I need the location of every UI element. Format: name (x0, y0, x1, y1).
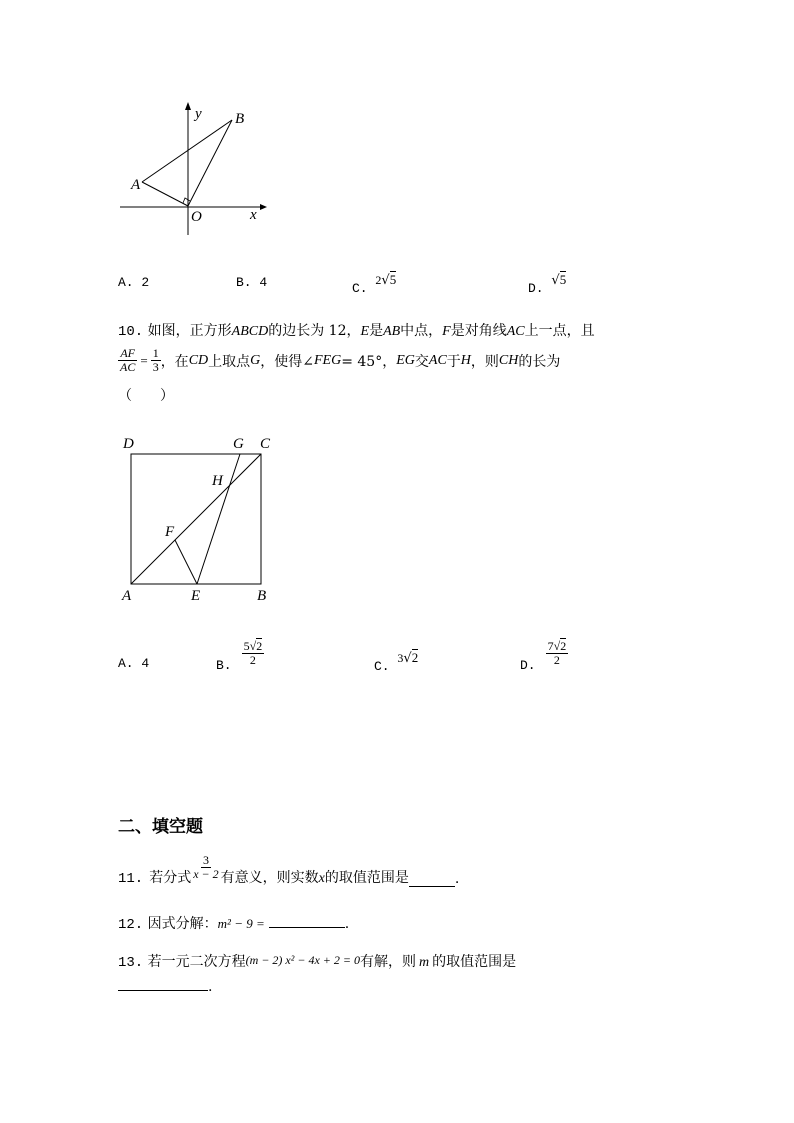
fraction-one-third (151, 347, 161, 374)
segment-AB (142, 120, 232, 182)
q10-line-2 (118, 347, 560, 374)
text: 如图，正方形 (147, 323, 232, 339)
label-H: H (212, 473, 223, 489)
q9-option-c[interactable] (352, 272, 397, 296)
numerator (546, 640, 569, 654)
var-AC: AC (506, 324, 525, 339)
expression: m² − 9 = (217, 916, 265, 931)
text: 是 (369, 323, 384, 339)
question-number: 10. (118, 324, 144, 340)
figure-square-ABCD (115, 430, 285, 610)
text: 若一元二次方程 (147, 954, 246, 970)
text: ，则 (470, 353, 499, 370)
radicand: 5 (389, 272, 397, 287)
numerator (242, 640, 265, 654)
q10-option-b[interactable] (216, 639, 264, 674)
text: . (454, 871, 460, 888)
text: 是对角线 (450, 323, 507, 339)
coef: 3 (397, 651, 404, 665)
q9-option-d[interactable] (528, 272, 567, 296)
label-F: F (165, 524, 175, 540)
q13-line-1 (118, 951, 516, 971)
text: 中点， (400, 323, 443, 339)
option-label: C. (352, 281, 368, 296)
label-E: E (191, 588, 201, 604)
text: . (344, 916, 350, 932)
var-CH: CH (498, 352, 519, 368)
label-A: A (122, 588, 132, 604)
q11 (118, 853, 460, 888)
var-x: x (318, 871, 325, 887)
numerator: 1 (152, 346, 159, 360)
numerator: 3 (202, 853, 209, 867)
label-y: y (195, 106, 202, 122)
question-number: 13. (118, 955, 144, 971)
denominator: x − 2 (193, 867, 219, 882)
text: 于 (446, 353, 461, 370)
equals: = (140, 352, 148, 368)
q10-answer-paren: （ ） (118, 388, 174, 404)
fraction-AF-AC (118, 347, 137, 374)
q10-option-a[interactable] (118, 656, 149, 671)
q10-option-c[interactable] (374, 650, 419, 674)
var-FEG: FEG (314, 352, 342, 368)
text: 的取值范围是 (324, 870, 409, 887)
coef: 2 (375, 273, 382, 287)
denominator: 3 (152, 360, 159, 375)
option-value: 4 (141, 656, 150, 671)
segment-AO (142, 182, 188, 206)
numerator: AF (120, 346, 135, 360)
text: 的取值范围是 (432, 954, 517, 970)
section-title-fill-in: 二、填空题 (118, 817, 203, 837)
denominator: 2 (553, 653, 560, 668)
fraction-3-over-x-minus-2 (191, 854, 220, 881)
text: 上一点，且 (524, 323, 595, 339)
option-label: D. (528, 281, 544, 296)
option-value: 2 (141, 275, 150, 290)
q9-option-a[interactable] (118, 275, 149, 290)
answer-blank[interactable] (269, 913, 345, 928)
text: 的长为 (518, 353, 561, 370)
text: 有解，则 (359, 954, 416, 970)
q13-line-2 (118, 976, 212, 995)
option-label: D. (520, 658, 536, 674)
var-H: H (460, 352, 471, 368)
label-D: D (123, 436, 134, 452)
question-number: 11. (118, 871, 144, 888)
sqrt-sign: √ (551, 273, 560, 288)
q10-option-d[interactable] (520, 639, 568, 674)
answer-blank[interactable] (118, 976, 208, 991)
var-E: E (360, 324, 370, 339)
segment-OB (188, 120, 232, 206)
label-C: C (260, 436, 271, 452)
q12 (118, 913, 349, 933)
text: 有意义，则实数 (220, 870, 319, 887)
radicand: 2 (411, 650, 419, 665)
fraction-5sqrt2-over-2 (242, 640, 265, 667)
label-B: B (257, 588, 267, 604)
text: = 45°， (341, 353, 397, 370)
var-CD: CD (188, 352, 209, 368)
segment-FE (175, 540, 197, 584)
coef: 7 (547, 639, 554, 653)
option-label: B. (236, 275, 252, 290)
radicand: 2 (560, 639, 567, 653)
question-number: 12. (118, 917, 144, 933)
radicand: 2 (256, 639, 263, 653)
text: 若分式 (149, 870, 192, 887)
sqrt-sign: √ (403, 651, 412, 666)
diagonal-AC (131, 454, 261, 584)
text: ，使得∠ (260, 353, 314, 370)
var-F: F (442, 324, 451, 339)
var-G: G (250, 352, 261, 368)
q10-line-1 (118, 320, 595, 340)
q9-option-b[interactable] (236, 275, 267, 290)
option-label: A. (118, 275, 134, 290)
option-label: C. (374, 659, 390, 674)
label-O: O (191, 209, 202, 225)
x-axis-arrow (260, 204, 267, 210)
text: ，在 (160, 353, 189, 370)
label-A: A (131, 177, 141, 193)
label-x: x (250, 207, 257, 223)
fraction-7sqrt2-over-2 (546, 640, 569, 667)
text: 的边长为 12， (268, 323, 361, 339)
right-angle-mark (183, 198, 190, 203)
label-G: G (233, 436, 244, 452)
text: 因式分解： (147, 916, 218, 932)
label-B: B (235, 111, 245, 127)
option-label: A. (118, 656, 134, 671)
text: 交 (414, 353, 429, 370)
var-ABCD: ABCD (231, 324, 269, 339)
expression: (m − 2) x² − 4x + 2 = 0 (245, 953, 360, 967)
var-AC: AC (428, 352, 447, 368)
sqrt-sign: √ (249, 639, 257, 653)
var-m: m (418, 955, 430, 970)
text: . (208, 979, 213, 995)
text: 上取点 (208, 353, 251, 370)
answer-blank[interactable] (409, 872, 455, 887)
figure-coordinate-triangle (110, 98, 280, 243)
sqrt-sign: √ (553, 639, 561, 653)
option-label: B. (216, 658, 232, 674)
sqrt-sign: √ (381, 273, 390, 288)
var-EG: EG (396, 352, 415, 368)
y-axis-arrow (185, 102, 191, 110)
option-value: 4 (259, 275, 268, 290)
var-AB: AB (383, 324, 401, 339)
radicand: 5 (559, 272, 567, 287)
coef: 5 (243, 639, 250, 653)
denominator: AC (120, 360, 136, 375)
denominator: 2 (249, 653, 256, 668)
